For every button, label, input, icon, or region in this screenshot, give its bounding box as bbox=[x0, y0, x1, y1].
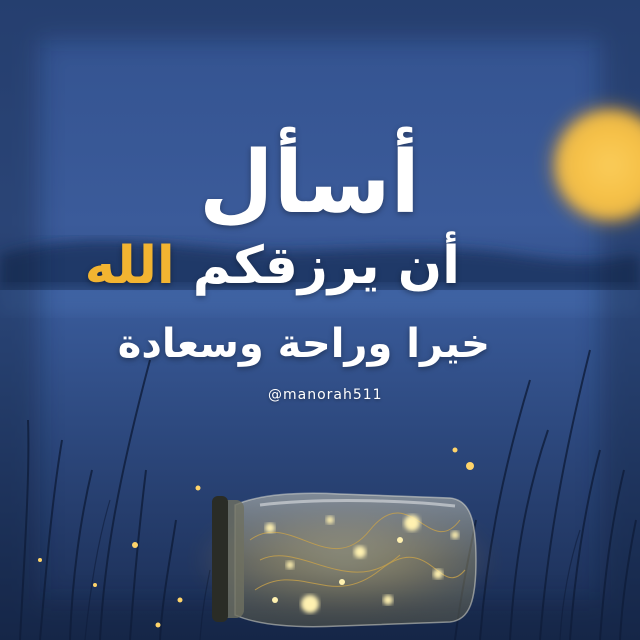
headline-blessings: خيرا وراحة وسعادة bbox=[117, 321, 490, 367]
headline-provide-prefix: أن يرزقكم bbox=[174, 236, 460, 296]
headline-provide bbox=[84, 236, 460, 296]
highlight-allah: الله bbox=[84, 236, 175, 296]
headline-ask: أسأل bbox=[199, 133, 420, 233]
author-handle: @manorah511 bbox=[268, 387, 383, 403]
